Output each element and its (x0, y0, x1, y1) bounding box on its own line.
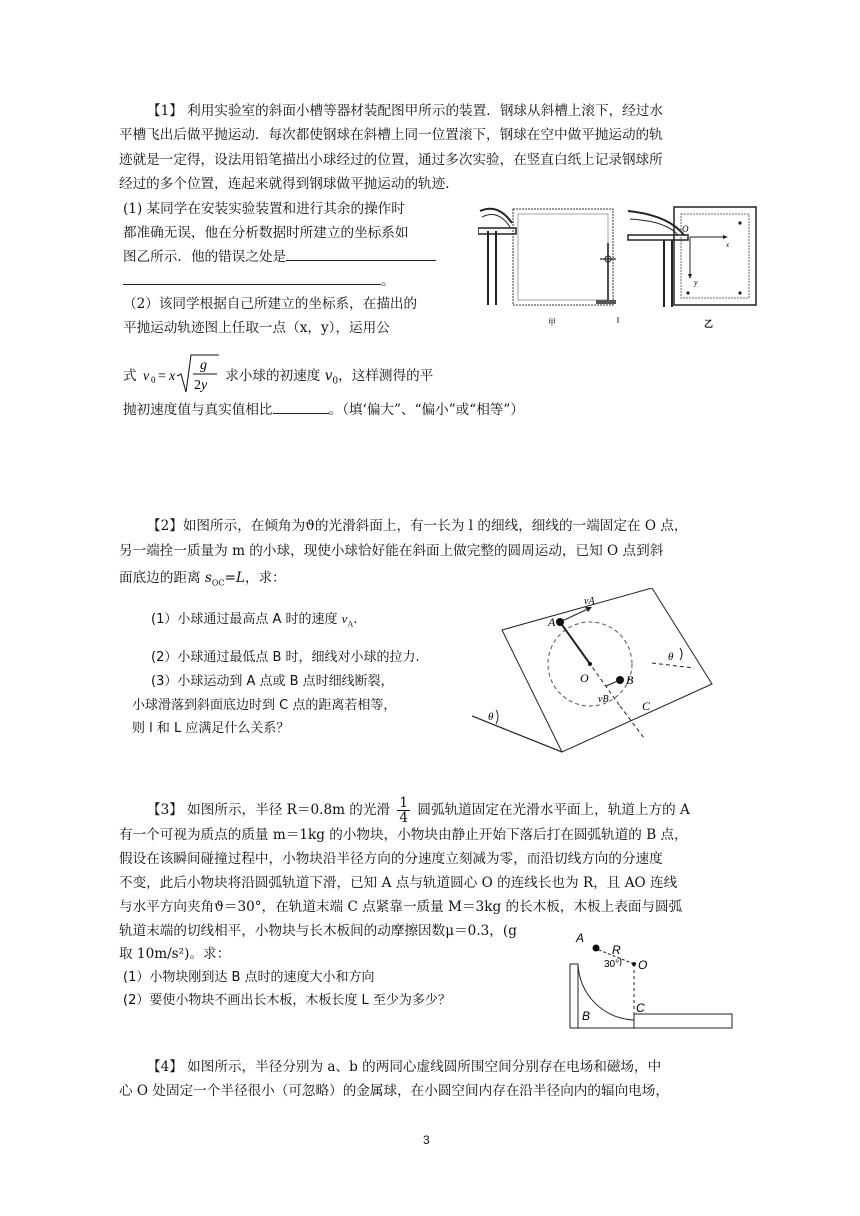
q2-text-2: 另一端拴一质量为 m 的小球，现使小球恰好能在斜面上做完整的圆周运动，已知 O 点到斜 (119, 543, 664, 559)
answer-blank-2[interactable] (273, 399, 329, 414)
q1-apparatus-figure (478, 195, 760, 335)
label-y: y (694, 278, 698, 287)
q2-line-1 (147, 514, 688, 538)
q1-part1-line4 (123, 269, 395, 293)
q4-text-1: 如图所示，半径分别为 a、b 的两同心虚线圆所围空间分别存在电场和磁场，中 (187, 1059, 662, 1075)
q2-sub3-line1: (3）小球运动到 A 点或 B 点时细线断裂， (151, 674, 394, 689)
soc-formula: $s_{OC}=L$ (204, 570, 245, 588)
q2-sub3-line3: 则 l 和 L 应满足什么关系？ (132, 721, 290, 736)
q2-number: 【2】 (147, 518, 183, 534)
label-R: R (612, 943, 621, 957)
v0-symbol: $v_0$ (324, 368, 339, 387)
label-A: A (548, 615, 556, 629)
q1-formula-mid: 求小球的初速度 (225, 368, 321, 384)
q3-text-1b: 圆弧轨道固定在光滑水平面上，轨道上方的 A (417, 802, 690, 818)
q1-part1-text: 图乙所示．他的错误之处是 (123, 249, 287, 265)
answer-blank-1[interactable] (286, 246, 436, 261)
label-C: C (636, 1001, 645, 1015)
q1-intro-4: 经过的多个位置，连起来就得到钢球做平抛运动的轨迹． (119, 176, 459, 192)
svg-text:2y: 2y (193, 378, 208, 393)
label-angle: 30° (604, 959, 620, 970)
svg-text:0: 0 (150, 375, 156, 385)
label-O: O (638, 958, 648, 972)
q1-part2-line2: 平抛运动轨迹图上任取一点（x，y），运用公 (123, 320, 390, 336)
page-number: 3 (423, 1133, 430, 1147)
q1-part1-line2: 都准确无误，他在分析数据时所建立的坐标系如 (123, 225, 409, 241)
v0-formula (141, 352, 221, 396)
q1-intro-2: 平槽飞出后做平抛运动．每次都使钢球在斜槽上同一位置滚下，钢球在空中做平抛运动的轨 (119, 127, 663, 143)
q3-text-1a: 如图所示，半径 R＝0.8m 的光滑 (187, 802, 391, 818)
svg-text:=: = (157, 369, 166, 384)
figure-jia (478, 209, 618, 327)
label-vA: vA (584, 596, 595, 607)
svg-text:x: x (168, 369, 176, 384)
q1-formula-suffix: ，这样测得的平 (338, 368, 434, 384)
answer-blank-1b[interactable] (123, 270, 381, 285)
q2-sub1 (151, 607, 357, 637)
q1-part1-line3 (123, 245, 436, 269)
q1-part2-hint: 。（填‘偏大”、“偏小”或“相等”） (328, 402, 524, 418)
va-symbol: $v_A$ (341, 611, 354, 629)
q3-sub2: (2）要使小物块不画出长木板，木板长度 L 至少为多少？ (123, 993, 451, 1008)
q4-number: 【4】 (147, 1059, 183, 1075)
q1-number: 【1】 (147, 103, 183, 119)
label-o: O (682, 224, 689, 234)
label-A: A (576, 931, 585, 945)
label-jia: 甲 (548, 318, 556, 327)
svg-text:g: g (199, 358, 207, 373)
q1-line-1 (147, 99, 663, 123)
svg-text:v: v (142, 369, 150, 384)
label-C: C (642, 699, 651, 713)
label-B: B (582, 1009, 591, 1023)
label-x: x (726, 241, 730, 249)
label-theta-2: θ (488, 711, 494, 723)
q4-line-1 (147, 1055, 661, 1079)
q3-text-7: 取 10m/s²)。求： (119, 946, 231, 962)
q2-sub3-line2: 小球滑落到斜面底边时到 C 点的距离若相等， (132, 698, 397, 713)
label-B: B (626, 673, 634, 687)
q2-sub1-end: . (353, 612, 358, 627)
q1-part2-line1: （2）该同学根据自己所建立的坐标系，在描出的 (123, 296, 418, 312)
q1-intro-1: 利用实验室的斜面小槽等器材装配图甲所示的装置．钢球从斜槽上滚下，经过水 (187, 103, 663, 119)
figure-yi (628, 207, 756, 330)
q4-text-2: 心 O 处固定一个半径很小（可忽略）的金属球，在小圆空间内存在沿半径向内的辐向电场， (119, 1083, 669, 1099)
q1-part2-line4 (123, 398, 524, 422)
q2-line-3 (119, 566, 286, 596)
q3-number: 【3】 (147, 802, 183, 818)
quarter-fraction (397, 796, 410, 825)
fraction-num: 1 (399, 795, 409, 811)
label-vB: vB (598, 694, 609, 705)
fraction-den: 4 (399, 810, 409, 826)
q3-arc-track-figure (568, 928, 736, 1044)
q1-formula-prefix: 式 (123, 368, 137, 384)
q2-sub2: (2）小球通过最低点 B 时，细线对小球的拉力. (151, 650, 420, 665)
q2-text-1: 如图所示，在倾角为ϑ的光滑斜面上，有一长为 l 的细线，细线的一端固定在 O 点， (182, 518, 688, 534)
label-yi: 乙 (704, 320, 714, 330)
q3-line-1 (147, 796, 690, 825)
q3-text-5: 与水平方向夹角ϑ＝30°，在轨道末端 C 点紧靠一质量 M＝3kg 的长木板，木板上表面与圆弧 (119, 899, 683, 915)
q1-intro-3: 迹就是一定得，设法用铅笔描出小球经过的位置，通过多次实验，在竖直白纸上记录钢球所 (119, 152, 663, 168)
label-O: O (580, 671, 589, 685)
q3-text-2: 有一个可视为质点的质量 m＝1kg 的小物块，小物块由静止开始下落后打在圆弧轨道的 B 点， (119, 827, 688, 843)
q3-text-4: 不变，此后小物块将沿圆弧轨道下滑，已知 A 点与轨道圆心 O 的连线长也为 R，且 AO 连线 (119, 875, 678, 891)
q2-incline-figure (472, 588, 714, 756)
q2-sub1-text: (1）小球通过最高点 A 时的速度 (151, 612, 338, 627)
q3-sub1: (1）小物块刚到达 B 点时的速度大小和方向 (123, 970, 375, 985)
q3-text-3: 假设在该瞬间碰撞过程中，小物块沿半径方向的分速度立刻减为零，而沿切线方向的分速度 (119, 851, 663, 867)
q1-part2-line3 (123, 352, 433, 396)
label-theta-1: θ (668, 651, 674, 663)
q1-part1-end: 。 (381, 273, 395, 289)
q1-part2-text: 抛初速度值与真实值相比 (123, 402, 273, 418)
q2-text-3a: 面底边的距离 (119, 570, 201, 586)
q1-part1-line1: (1) 某同学在安装实验装置和进行其余的操作时 (123, 201, 405, 217)
q2-text-3b: ，求： (244, 570, 286, 586)
q3-text-6: 轨道末端的切线相平，小物块与长木板间的动摩擦因数μ＝0.3，(g (119, 923, 517, 939)
